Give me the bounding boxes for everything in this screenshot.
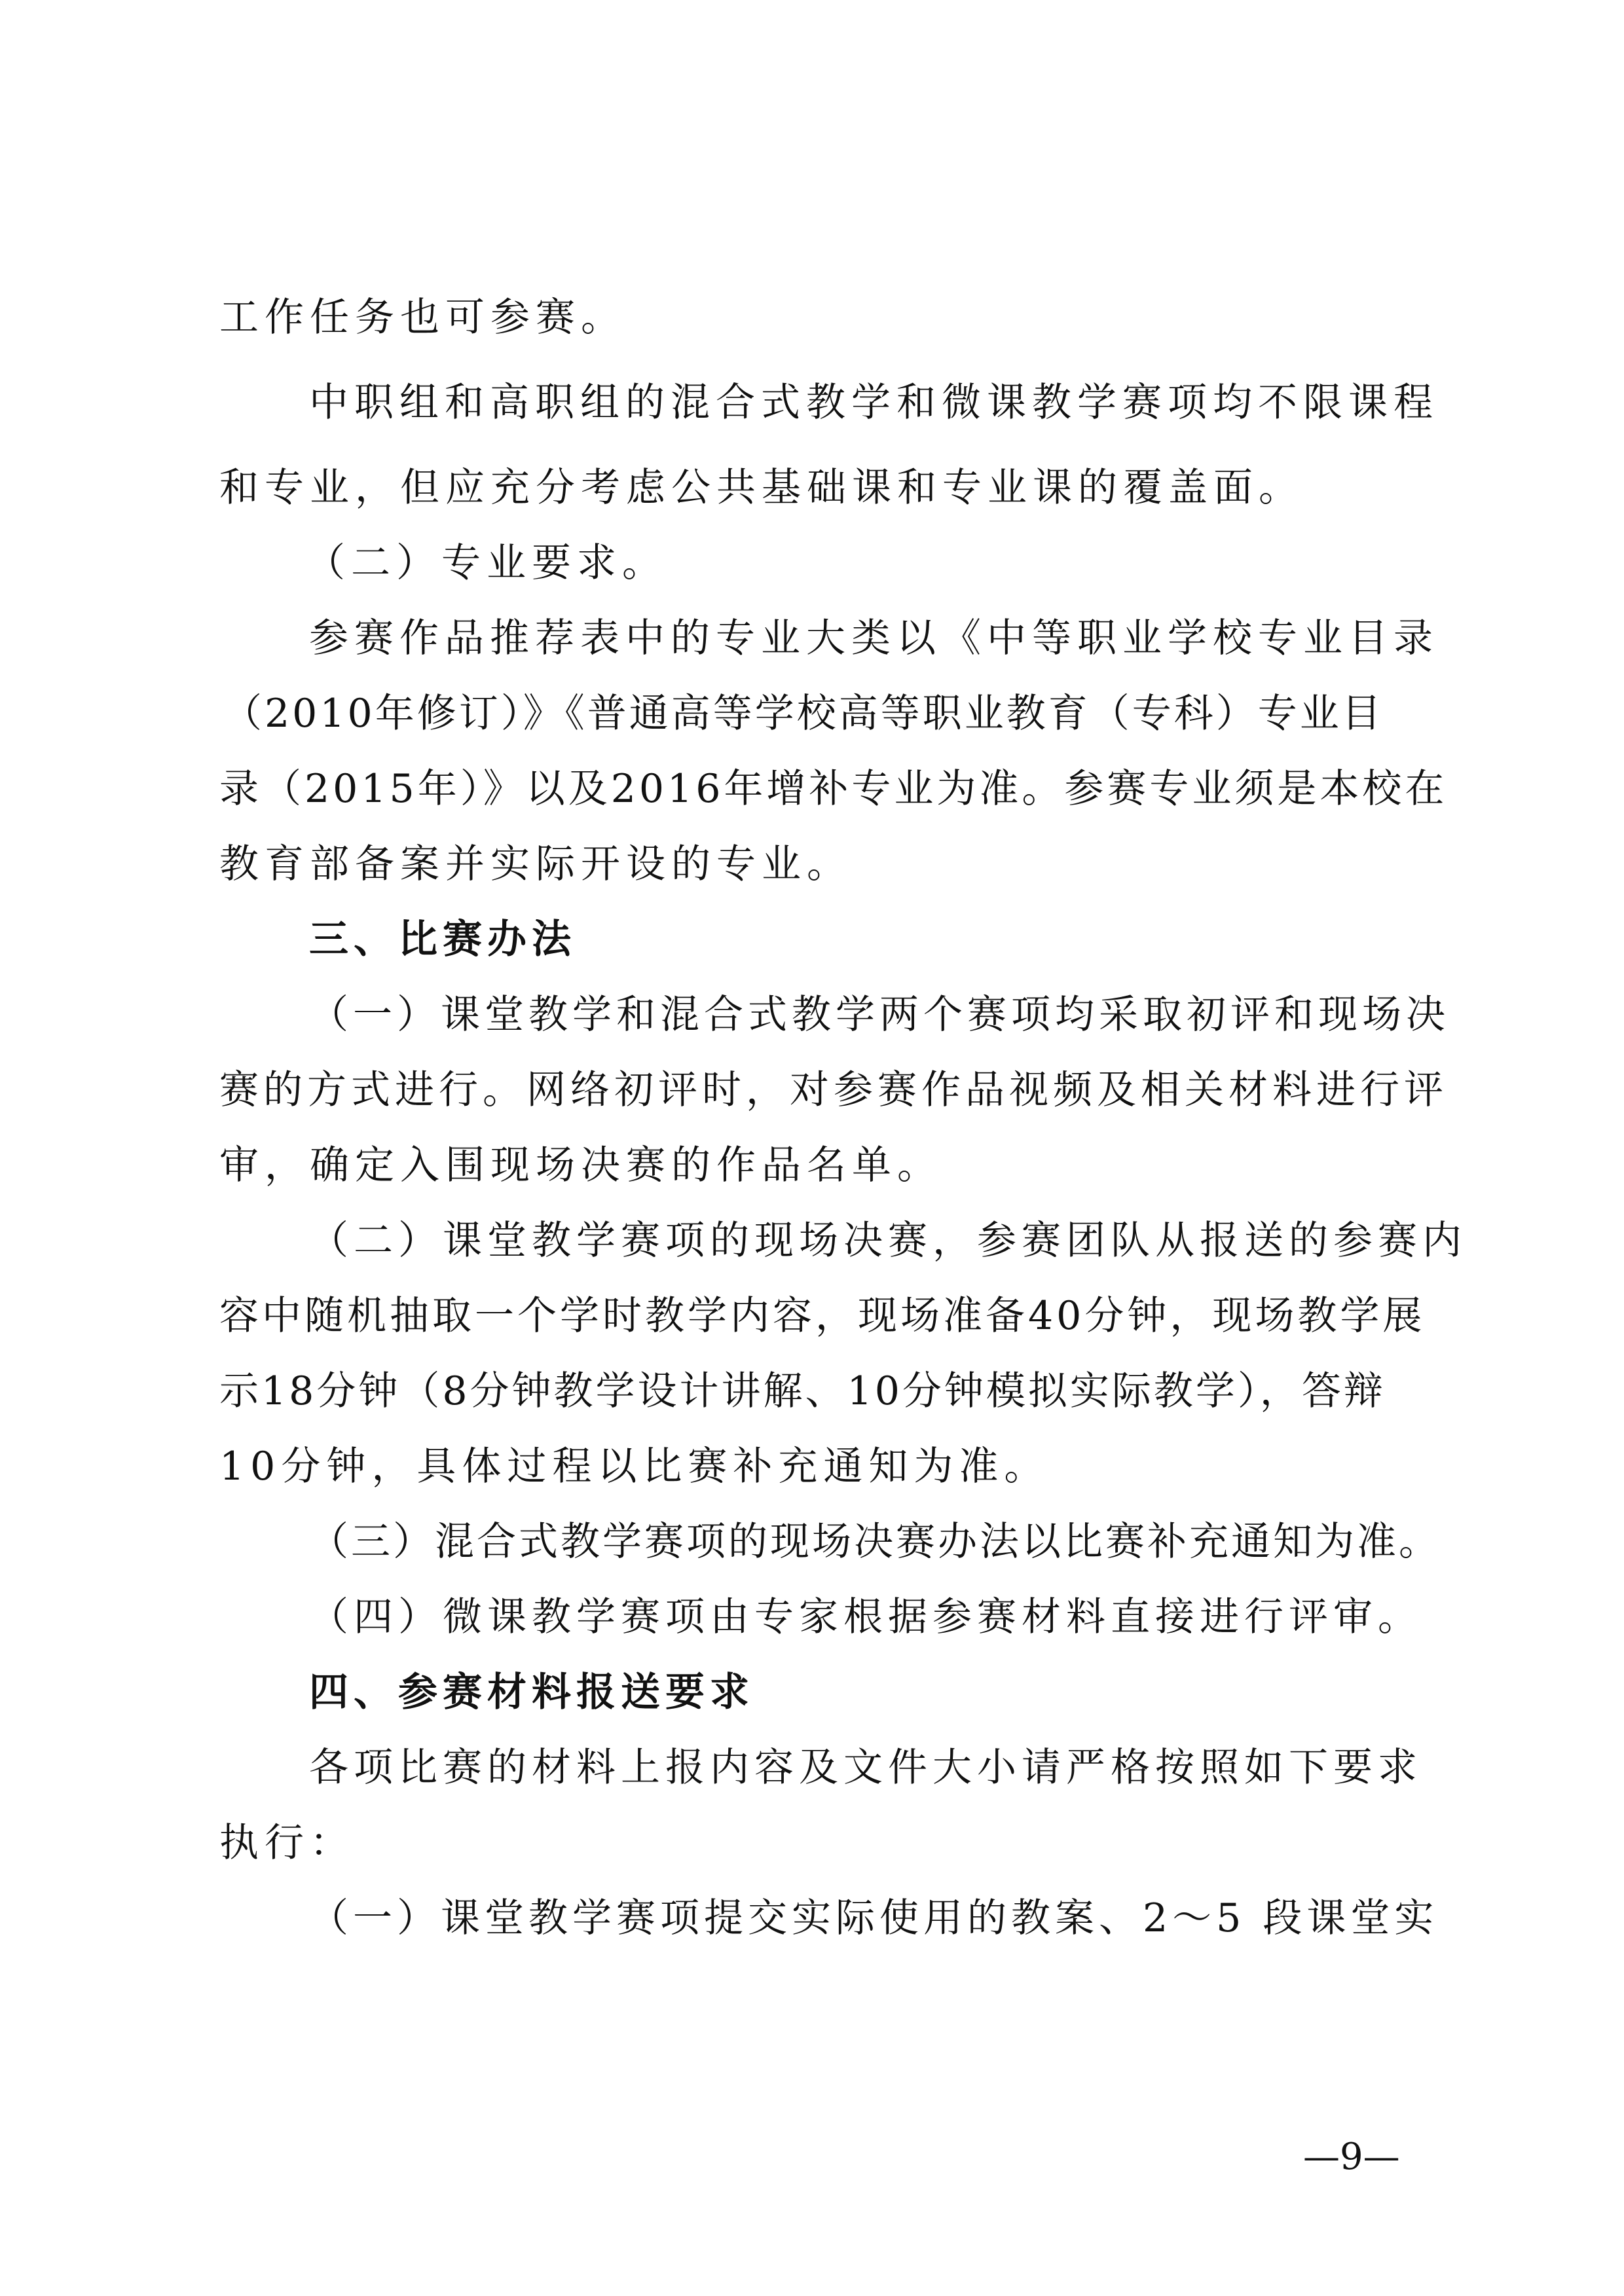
paragraph-line: 教育部备案并实际开设的专业。 [219, 841, 852, 887]
paragraph-line: （一）课堂教学和混合式教学两个赛项均采取初评和现场决 [309, 992, 1450, 1038]
subsection-heading: （二）专业要求。 [306, 540, 667, 586]
paragraph-line: 赛的方式进行。网络初评时，对参赛作品视频及相关材料进行评 [219, 1067, 1448, 1113]
section-heading: 四、参赛材料报送要求 [309, 1669, 754, 1715]
paragraph-line: 容中随机抽取一个学时教学内容，现场准备40分钟，现场教学展 [219, 1293, 1426, 1339]
paragraph-line: 各项比赛的材料上报内容及文件大小请严格按照如下要求 [309, 1745, 1422, 1791]
paragraph-line: 工作任务也可参赛。 [219, 295, 626, 340]
paragraph-line: （四）微课教学赛项由专家根据参赛材料直接进行评审。 [309, 1594, 1422, 1640]
paragraph-line: （三）混合式教学赛项的现场决赛办法以比赛补充通知为准。 [309, 1519, 1441, 1565]
paragraph-line: 参赛作品推荐表中的专业大类以《中等职业学校专业目录 [309, 615, 1439, 661]
paragraph-line: 10分钟，具体过程以比赛补充通知为准。 [219, 1444, 1050, 1489]
paragraph-line: （二）课堂教学赛项的现场决赛，参赛团队从报送的参赛内 [309, 1218, 1467, 1264]
section-heading: 三、比赛办法 [309, 917, 576, 962]
paragraph-line: 中职组和高职组的混合式教学和微课教学赛项均不限课程 [309, 380, 1439, 426]
paragraph-line: （2010年修订）》《普通高等学校高等职业教育（专科）专业目 [223, 691, 1384, 737]
paragraph-line: 执行： [219, 1820, 355, 1866]
paragraph-line: 审，确定入围现场决赛的作品名单。 [219, 1142, 942, 1188]
paragraph-line: 示18分钟（8分钟教学设计讲解、10分钟模拟实际教学），答辩 [219, 1368, 1386, 1414]
paragraph-line: 和专业，但应充分考虑公共基础课和专业课的覆盖面。 [219, 465, 1304, 511]
paragraph-line: 录（2015年）》以及2016年增补专业为准。参赛专业须是本校在 [219, 766, 1448, 812]
paragraph-line: （一）课堂教学赛项提交实际使用的教案、2～5 段课堂实 [309, 1895, 1439, 1941]
page-number: —9— [1303, 2136, 1400, 2178]
